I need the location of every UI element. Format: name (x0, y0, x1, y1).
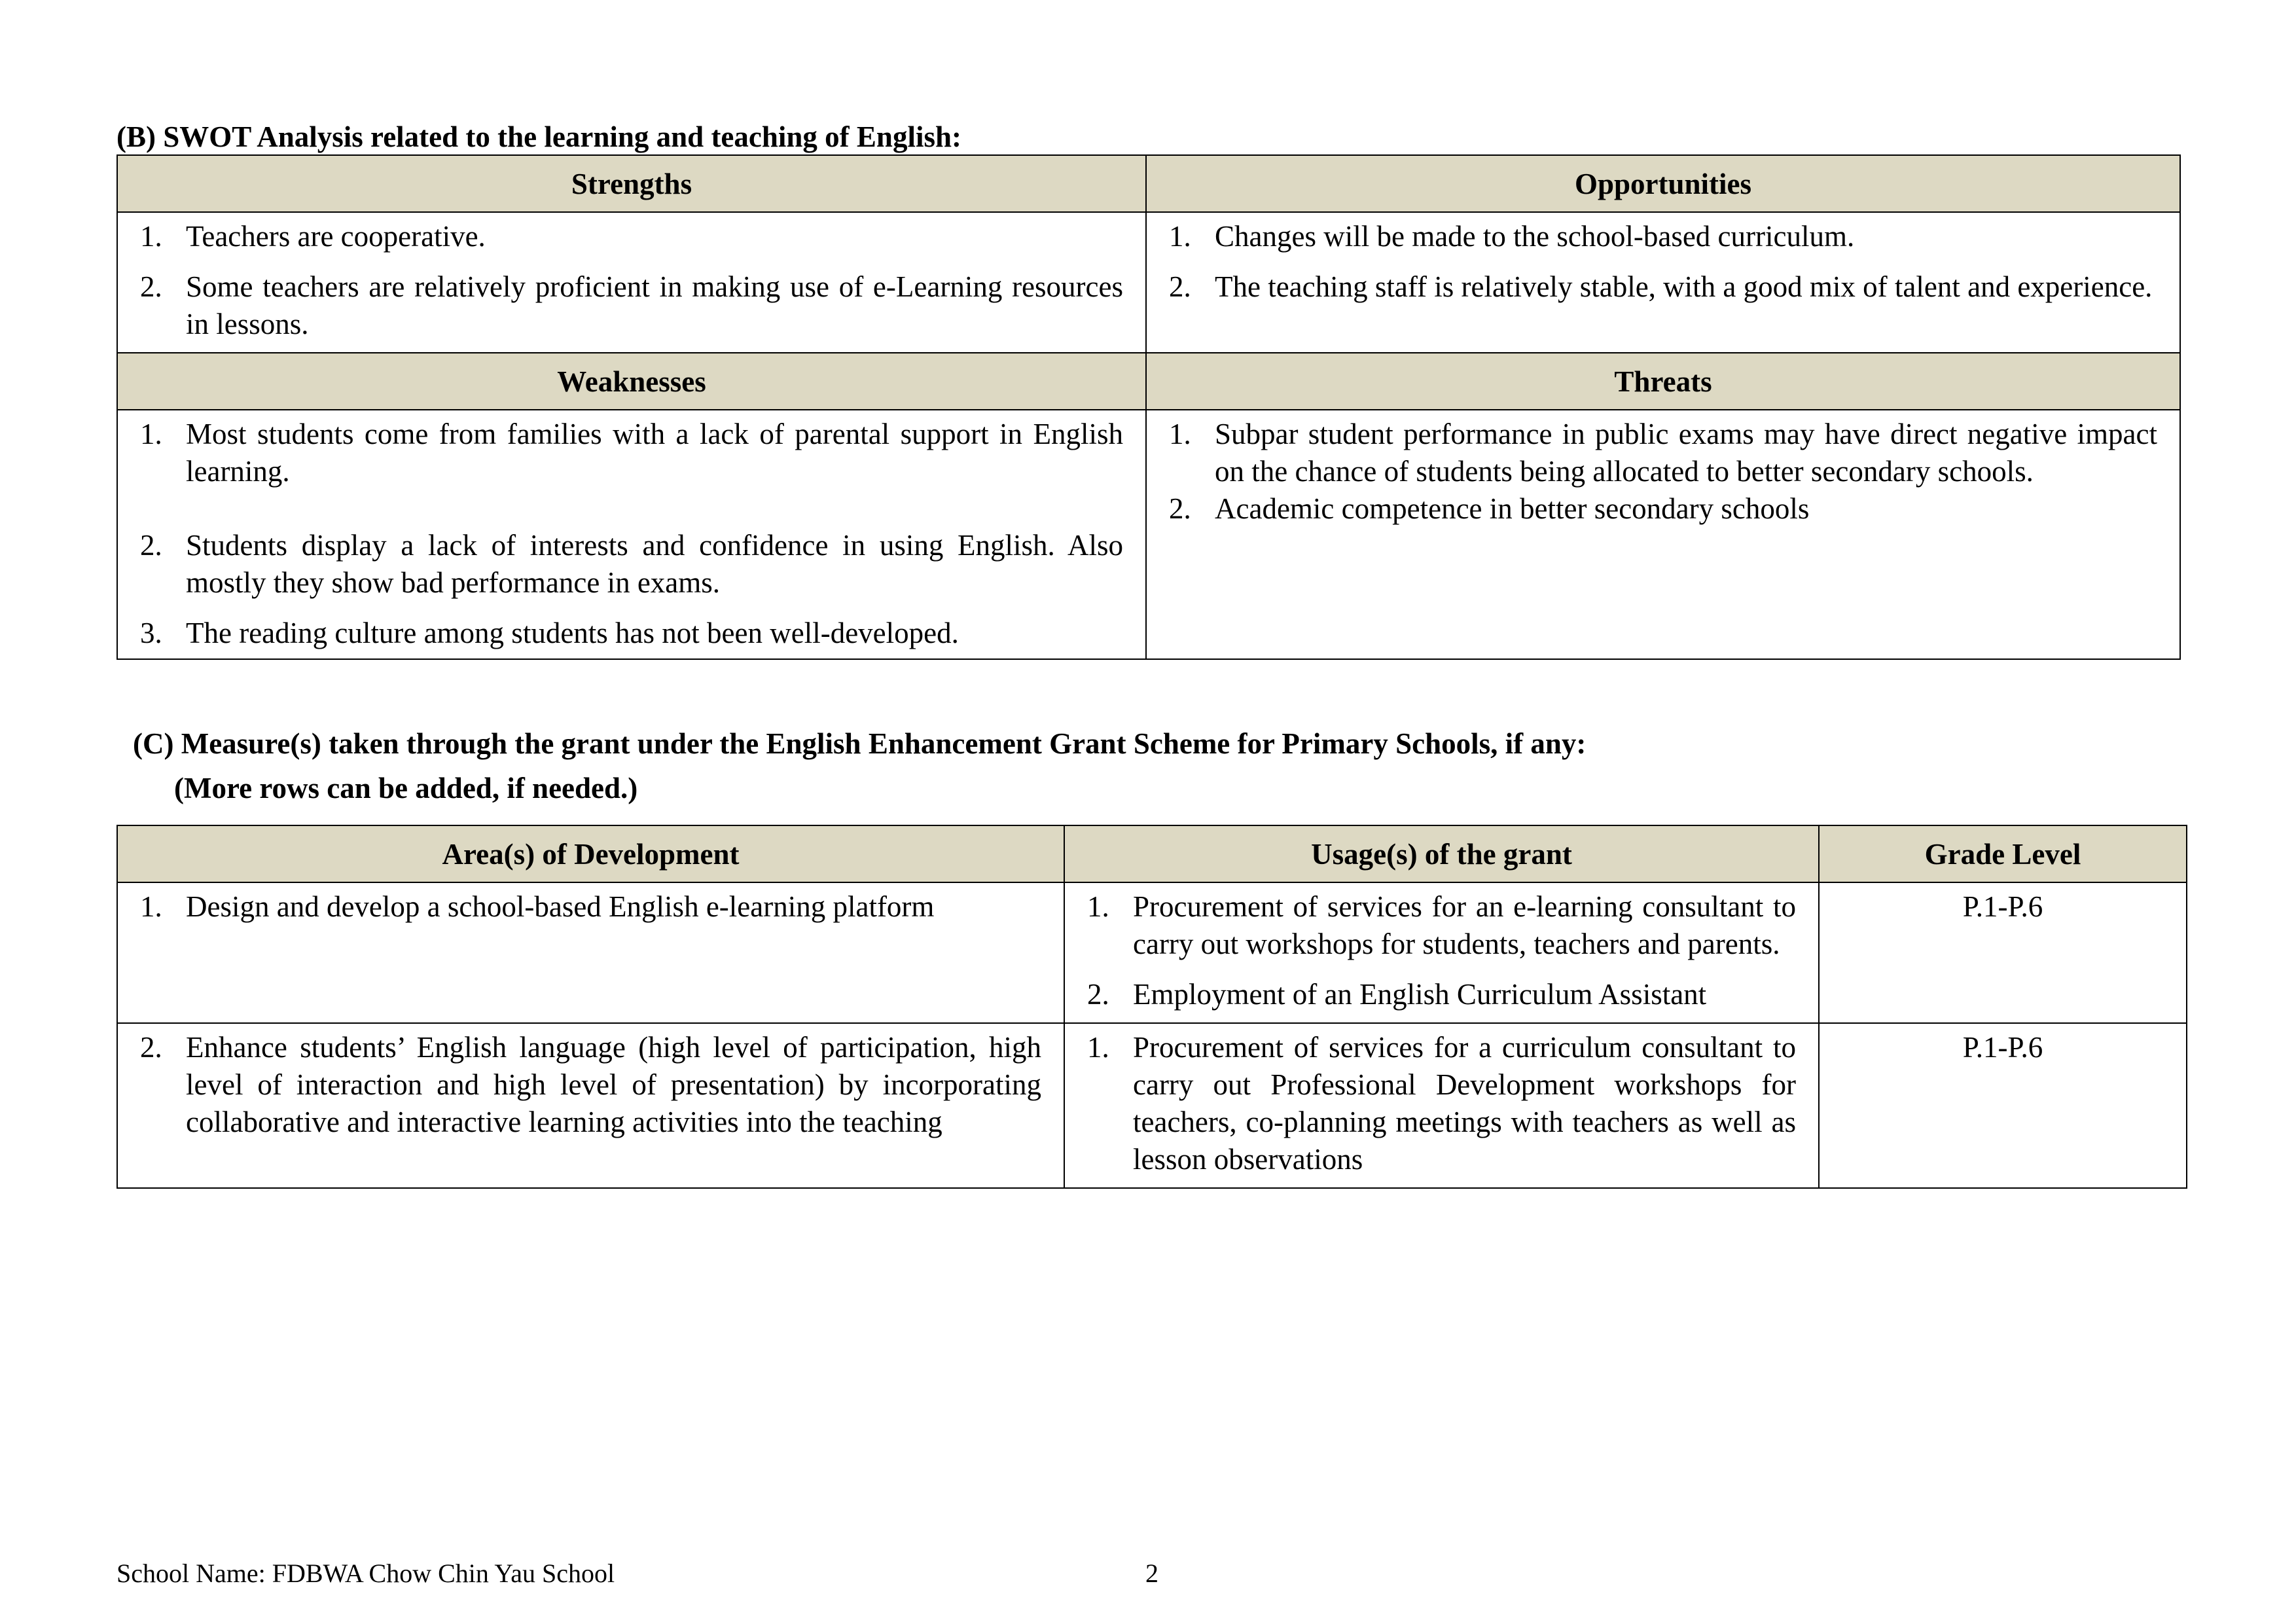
column-header-area: Area(s) of Development (117, 825, 1064, 882)
usage-cell (1064, 1023, 1819, 1188)
list-item (1169, 490, 2157, 528)
strengths-cell (117, 212, 1146, 353)
list-text: The teaching staff is relatively stable, with a good mix of talent and experience. (1215, 270, 2153, 303)
list-text: The reading culture among students has not been well-developed. (186, 617, 959, 649)
list-text: Students display a lack of interests and confidence in using English. Also mostly they show bad performance in exams. (186, 529, 1123, 599)
footer-school-name: School Name: FDBWA Chow Chin Yau School (117, 1559, 615, 1588)
measures-subheading: (More rows can be added, if needed.) (174, 772, 638, 804)
area-cell (117, 882, 1064, 1023)
list-number: 2. (140, 1031, 162, 1064)
list-item (140, 527, 1123, 602)
measures-header-row (117, 825, 2187, 882)
grade-cell: P.1-P.6 (1819, 1023, 2187, 1188)
list-text: Procurement of services for a curriculum consultant to carry out Professional Development workshops for teachers, co-planning meetings with teachers as well as lesson observations (1133, 1031, 1796, 1176)
list-number: 2. (1087, 978, 1109, 1011)
list-number: 1. (1087, 890, 1109, 923)
weaknesses-cell (117, 410, 1146, 659)
list-item (140, 1029, 1041, 1141)
list-item (140, 888, 1041, 926)
list-number: 1. (1169, 418, 1191, 450)
measures-heading: (C) Measure(s) taken through the grant under the English Enhancement Grant Scheme for Primary Schools, if any: (133, 727, 1587, 760)
area-cell (117, 1023, 1064, 1188)
usage-cell (1064, 882, 1819, 1023)
list-text: Most students come from families with a lack of parental support in English learning. (186, 418, 1123, 488)
list-number: 1. (140, 418, 162, 450)
swot-table (117, 154, 2181, 660)
list-text: Procurement of services for an e-learning consultant to carry out workshops for students, teachers and parents. (1133, 890, 1796, 960)
list-item (1169, 416, 2157, 490)
swot-content-row-1 (117, 212, 2180, 353)
swot-content-row-2 (117, 410, 2180, 659)
list-text: Changes will be made to the school-based curriculum. (1215, 220, 1855, 253)
table-row (117, 882, 2187, 1023)
footer-page-number: 2 (1145, 1559, 1158, 1588)
list-text: Academic competence in better secondary schools (1215, 492, 1810, 525)
list-text: Enhance students’ English language (high level of participation, high level of interaction and high level of presentation) by incorporating collaborative and interactive learning activities into the teaching (186, 1031, 1041, 1138)
list-text: Employment of an English Curriculum Assistant (1133, 978, 1707, 1011)
list-number: 2. (140, 529, 162, 562)
list-item (140, 268, 1123, 343)
swot-heading: (B) SWOT Analysis related to the learning and teaching of English: (117, 120, 961, 153)
list-number: 1. (140, 220, 162, 253)
list-item (140, 416, 1123, 490)
list-item (1169, 268, 2157, 306)
list-number: 3. (140, 617, 162, 649)
list-number: 2. (1169, 270, 1191, 303)
swot-header-row-1 (117, 155, 2180, 212)
strengths-header: Strengths (117, 155, 1146, 212)
list-text: Some teachers are relatively proficient in making use of e-Learning resources in lessons. (186, 270, 1123, 340)
opportunities-header: Opportunities (1146, 155, 2180, 212)
list-item (140, 615, 1123, 652)
threats-cell (1146, 410, 2180, 659)
opportunities-cell (1146, 212, 2180, 353)
list-text: Design and develop a school-based English e-learning platform (186, 890, 935, 923)
swot-header-row-2 (117, 353, 2180, 410)
list-item (1169, 218, 2157, 255)
list-number: 1. (1087, 1031, 1109, 1064)
list-number: 1. (1169, 220, 1191, 253)
weaknesses-header: Weaknesses (117, 353, 1146, 410)
list-item (1087, 888, 1796, 963)
list-text: Teachers are cooperative. (186, 220, 486, 253)
list-number: 1. (140, 890, 162, 923)
list-item (1087, 976, 1796, 1013)
list-text: Subpar student performance in public exams may have direct negative impact on the chance of students being allocated to better secondary schools. (1215, 418, 2157, 488)
grade-cell: P.1-P.6 (1819, 882, 2187, 1023)
column-header-grade: Grade Level (1819, 825, 2187, 882)
measures-table (117, 825, 2187, 1189)
list-number: 2. (140, 270, 162, 303)
list-number: 2. (1169, 492, 1191, 525)
list-item (1087, 1029, 1796, 1178)
threats-header: Threats (1146, 353, 2180, 410)
column-header-usage: Usage(s) of the grant (1064, 825, 1819, 882)
list-item (140, 218, 1123, 255)
table-row (117, 1023, 2187, 1188)
